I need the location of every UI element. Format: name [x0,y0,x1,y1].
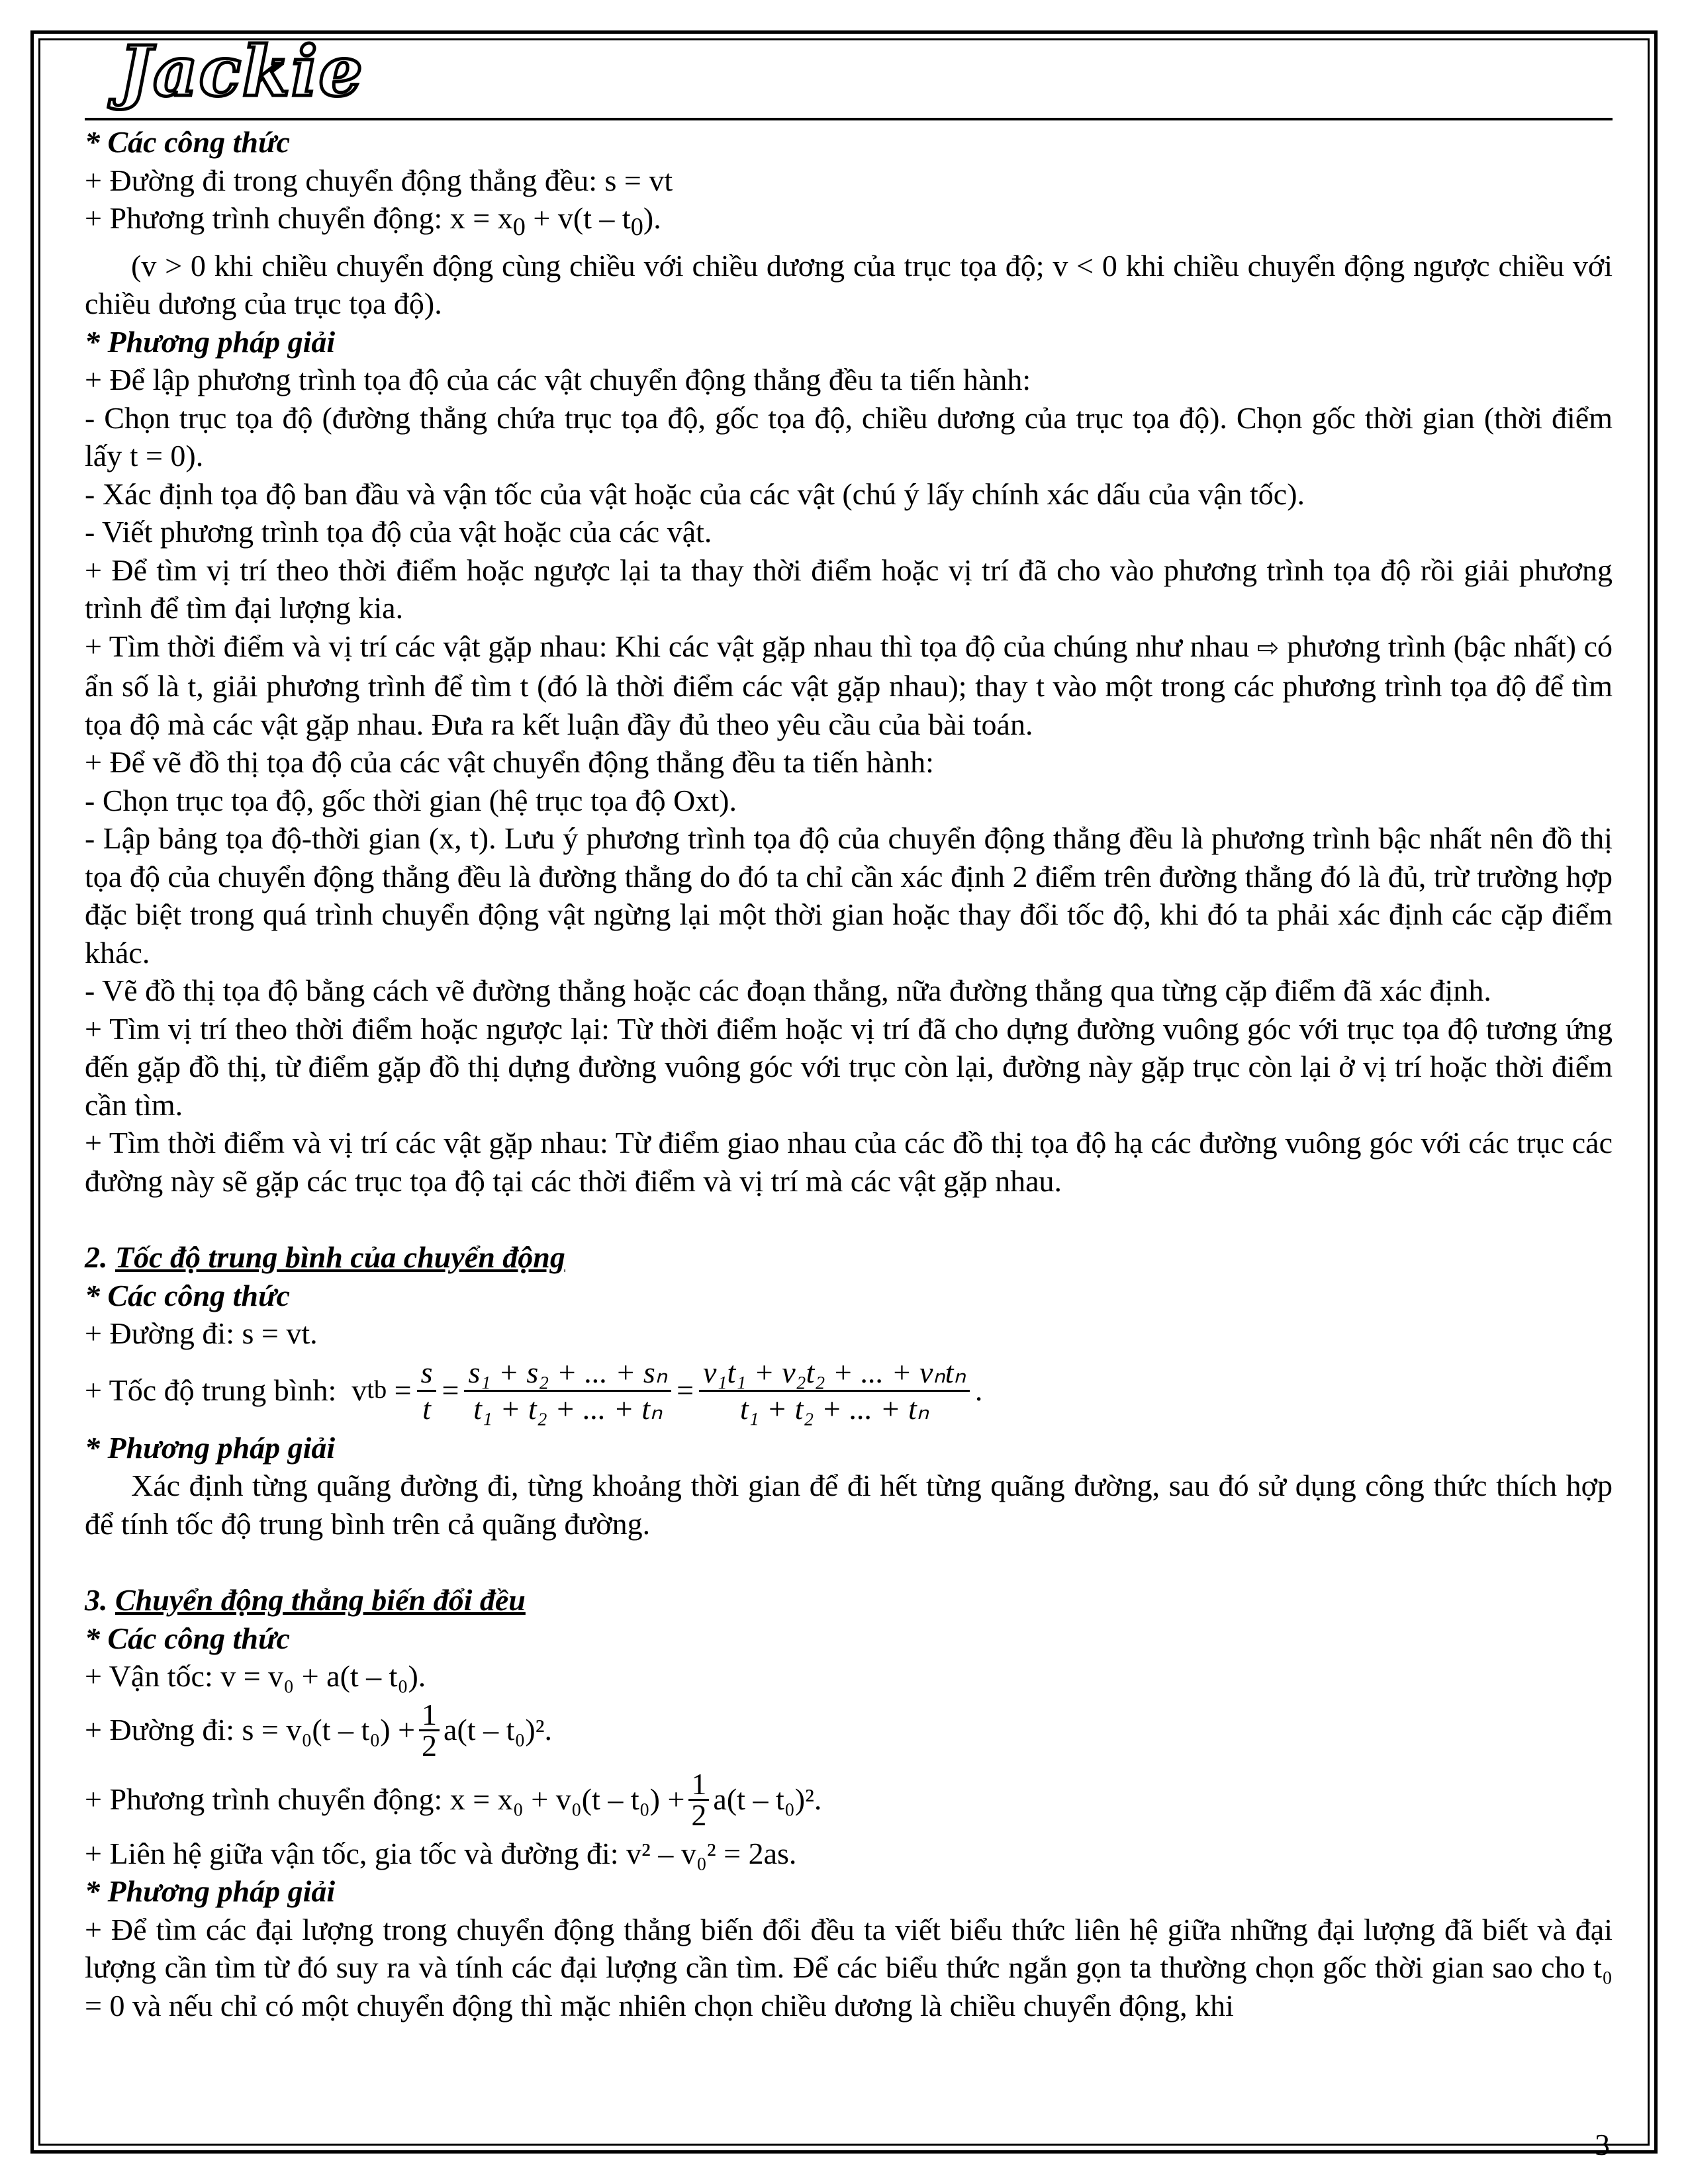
formulas-heading: * Các công thức [85,1621,290,1655]
paragraph: + Tìm thời điểm và vị trí các vật gặp nhau: Khi các vật gặp nhau thì tọa độ của chúng như nhau ⇨ phương trình (bậc nhất) có ẩn số là t, giải phương trình để tìm t (đó là thời điểm các vật gặp nhau); thay t vào một trong các phương trình tọa độ để tìm tọa độ mà các vật gặp nhau. Đưa ra kết luận đầy đủ theo yêu cầu của bài toán. [85,629,1613,741]
method-heading: * Phương pháp giải [85,1874,336,1909]
paragraph: + Vận tốc: v = v₀ + a(t – t₀). [85,1659,426,1694]
paragraph: - Chọn trục tọa độ (đường thẳng chứa trục tọa độ, gốc tọa độ, chiều dương của trục tọa độ). Chọn gốc thời gian (thời điểm lấy t = 0). [85,400,1613,473]
fraction: $\frac{\text{v₁t₁ + v₂t₂ + ... + vₙtₙ}}{\text{t₁ + t₂ + ... + tₙ}}$ [699,1355,970,1426]
fraction: $\frac{1}{2}$ [419,1700,440,1760]
paragraph: - Viết phương trình tọa độ của vật hoặc của các vật. [85,515,712,549]
fraction: $\frac{\text{s₁ + s₂ + ... + sₙ}}{\text{t₁ + t₂ + ... + tₙ}}$ [464,1355,671,1426]
right-arrow-icon: ⇨ [1256,632,1280,663]
document-body [85,123,1613,2025]
paragraph: Xác định từng quãng đường đi, từng khoảng thời gian để đi hết từng quãng đường, sau đó sử dụng công thức thích hợp để tính tốc độ trung bình trên cả quãng đường. [85,1469,1613,1541]
fraction: $\frac{1}{2}$ [688,1770,709,1830]
paragraph: + Để vẽ đồ thị tọa độ của các vật chuyển động thẳng đều ta tiến hành: [85,745,934,780]
section-heading: 3. Chuyển động thẳng biến đổi đều [85,1583,526,1617]
paragraph: - Xác định tọa độ ban đầu và vận tốc của vật hoặc của các vật (chú ý lấy chính xác dấu của vận tốc). [85,477,1305,511]
average-speed-formula: + Tốc độ trung bình: v tb = $\frac{s}{t}$ = $\frac{\text{s₁ + s₂ + ... + sₙ}}{\text{t₁ + t₂ + ... + tₙ}}$ = $\frac{\text{v₁t₁ + v₂t₂ + ... + vₙtₙ}}{\text{t₁ + t₂ + ... + tₙ}}$ . [85,1355,983,1426]
header-logo: Jackie [119,30,364,112]
paragraph: + Để lập phương trình tọa độ của các vật chuyển động thẳng đều ta tiến hành: [85,363,1031,397]
paragraph: - Lập bảng tọa độ-thời gian (x, t). Lưu ý phương trình tọa độ của chuyển động thẳng đều là phương trình bậc nhất nên đồ thị tọa độ của chuyển động thẳng đều là đường thẳng do đó ta chỉ cần xác định 2 điểm trên đường thẳng đó là đủ, trừ trường hợp đặc biệt trong quá trình chuyển động vật ngừng lại một thời gian hoặc thay đổi tốc độ, khi đó ta phải xác định các cặp điểm khác. [85,821,1613,970]
section-heading: 2. Tốc độ trung bình của chuyển động [85,1240,565,1275]
motion-equation-formula: + Phương trình chuyển động: x = x₀ + v₀(t – t₀) + $\frac{1}{2}$ a(t – t₀)². [85,1766,822,1832]
formulas-heading: * Các công thức [85,125,290,159]
paragraph: - Vẽ đồ thị tọa độ bằng cách vẽ đường thẳng hoặc các đoạn thẳng, nữa đường thẳng qua từng cặp điểm đã xác định. [85,974,1491,1008]
method-heading: * Phương pháp giải [85,324,336,359]
paragraph: (v > 0 khi chiều chuyển động cùng chiều với chiều dương của trục tọa độ; v < 0 khi chiều chuyển động ngược chiều với chiều dương của trục tọa độ). [85,248,1613,321]
paragraph: + Đường đi: s = vt. [85,1316,318,1351]
paragraph: + Để tìm các đại lượng trong chuyển động thẳng biến đổi đều ta viết biểu thức liên hệ giữa những đại lượng đã biết và đại lượng cần tìm từ đó suy ra và tính các đại lượng cần tìm. Để các biểu thức ngắn gọn ta thường chọn gốc thời gian sao cho t₀ = 0 và nếu chỉ có một chuyển động thì mặc nhiên chọn chiều dương là chiều chuyển động, khi [85,1912,1613,2023]
paragraph: + Đường đi trong chuyển động thẳng đều: s = vt [85,163,673,197]
method-heading: * Phương pháp giải [85,1430,336,1465]
page-number: 3 [1595,2128,1610,2161]
header-rule [85,118,1613,120]
paragraph: + Tìm thời điểm và vị trí các vật gặp nhau: Từ điểm giao nhau của các đồ thị tọa độ hạ các đường vuông góc với các trục các đường này sẽ gặp các trục tọa độ tại các thời điểm và vị trí mà các vật gặp nhau. [85,1126,1613,1198]
fraction: $\frac{s}{t}$ [417,1355,437,1426]
paragraph: + Để tìm vị trí theo thời điểm hoặc ngược lại ta thay thời điểm hoặc vị trí đã cho vào phương trình tọa độ rồi giải phương trình để tìm đại lượng kia. [85,553,1613,625]
paragraph: + Phương trình chuyển động: $x = x_0 + v(t - t_0)$. [85,201,661,242]
formulas-heading: * Các công thức [85,1278,290,1312]
paragraph: + Liên hệ giữa vận tốc, gia tốc và đường đi: v² – v₀² = 2as. [85,1836,797,1870]
paragraph: + Tìm vị trí theo thời điểm hoặc ngược lại: Từ thời điểm hoặc vị trí đã cho dựng đường vuông góc với trục tọa độ tương ứng đến gặp đồ thị, từ điểm gặp đồ thị dựng đường vuông góc với trục còn lại, đường này gặp trục còn lại ở vị trí hoặc thời điểm cần tìm. [85,1011,1613,1122]
paragraph: - Chọn trục tọa độ, gốc thời gian (hệ trục tọa độ Oxt). [85,783,737,817]
distance-formula: + Đường đi: s = v₀(t – t₀) + $\frac{1}{2}$ a(t – t₀)². [85,1697,552,1762]
